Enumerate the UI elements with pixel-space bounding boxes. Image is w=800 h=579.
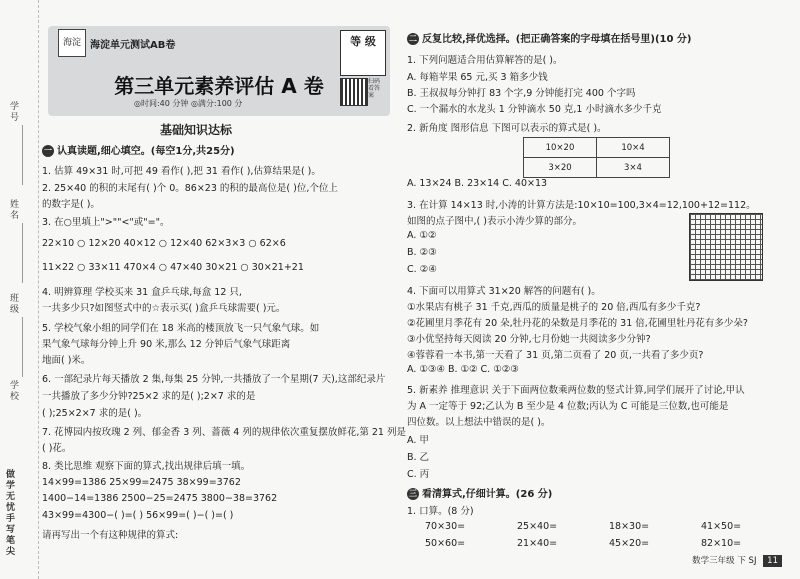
question-line: 地面( )米。	[42, 355, 91, 366]
binding-label-name: 姓名	[10, 200, 20, 221]
binding-line	[22, 317, 23, 377]
oral-item: 18×30=	[609, 521, 650, 532]
question-line: 2. 25×40 的积的末尾有( )个 0。86×23 的积的最高位是( )位,个位上	[42, 183, 338, 194]
binding-line	[22, 125, 23, 185]
option-line: ①水果店有桃子 31 千克,西瓜的质量是桃子的 20 倍,西瓜有多少千克?	[407, 302, 701, 313]
right-column	[405, 0, 790, 579]
part-two-title: 反复比较,择优选择。(把正确答案的字母填在括号里)(10 分)	[422, 34, 692, 45]
page-title: 第三单元素养评估 A 卷	[114, 74, 324, 98]
option-line: B. 乙	[407, 452, 430, 463]
table-cell: 3×20	[524, 158, 597, 178]
question-line: 1. 下列问题适合用估算解答的是( )。	[407, 55, 563, 66]
qr-caption: 扫码看答案	[368, 78, 381, 99]
part-three-heading	[407, 485, 552, 500]
footer-text: 数学三年级 下 SJ	[692, 556, 757, 566]
option-line: A. 甲	[407, 435, 429, 446]
qr-code-icon	[340, 78, 368, 106]
question-line: 5. 学校气象小组的同学们在 18 米高的楼顶放飞一只气象气球。如	[42, 323, 320, 334]
question-line: 2. 新角度 图形信息 下图可以表示的算式是( )。	[407, 123, 607, 134]
oral-item: 45×20=	[609, 538, 650, 549]
oral-item: 82×10=	[701, 538, 742, 549]
binding-label-id: 学号	[10, 102, 20, 123]
option-line: A. ①②	[407, 230, 437, 241]
question-line: 一共播放了多少分钟?25×2 求的是( );2×7 求的是	[42, 391, 256, 402]
part-three-title: 看清算式,仔细计算。(26 分)	[422, 489, 553, 500]
question-line: 果气象气球每分钟上升 90 米,那么 12 分钟后气象气球距离	[42, 339, 291, 350]
area-table	[523, 137, 670, 178]
option-line: C. ②④	[407, 264, 437, 275]
question-line: 一共多少只?如图竖式中的☆表示买( )盒乒乓球需要( )元。	[42, 303, 286, 314]
question-line: 5. 新素养 推理意识 关于下面两位数乘两位数的竖式计算,同学们展开了讨论,甲认	[407, 385, 745, 396]
option-line: C. 一个漏水的水龙头 1 分钟滴水 50 克,1 小时滴水多少千克	[407, 104, 662, 115]
pattern-row: 14×99=1386 25×99=2475 38×99=3762	[42, 477, 241, 488]
grade-box	[340, 30, 386, 76]
table-cell: 10×4	[597, 138, 670, 158]
question-line: 四位数。以上想法中错误的是( )。	[407, 417, 551, 428]
page-footer	[692, 554, 782, 567]
question-line: 7. 花博园内按玫瑰 2 列、郁金香 3 列、蔷薇 4 列的规律依次重复摆放鲜花,第 21 列是	[42, 427, 406, 438]
option-line: ④蓉蓉看一本书,第一天看了 31 页,第二页看了 20 页,一共看了多少页?	[407, 350, 704, 361]
section-title: 基础知识达标	[160, 123, 233, 137]
option-line: B. 王叔叔每分钟打 83 个字,9 分钟能打完 400 个字吗	[407, 88, 636, 99]
dot-grid-figure	[689, 213, 763, 281]
option-line: ②花圃里月季花有 20 朵,牡丹花的朵数是月季花的 31 倍,花圃里牡丹花有多少朵?	[407, 318, 748, 329]
binding-line	[22, 223, 23, 283]
oral-item: 50×60=	[425, 538, 466, 549]
table-row	[524, 158, 670, 178]
question-line: 3. 在○里填上">""<"或"="。	[42, 217, 170, 228]
oral-item: 25×40=	[517, 521, 558, 532]
question-line: 4. 下面可以用算式 31×20 解答的问题有( )。	[407, 286, 601, 297]
question-line: 4. 明辨算理 学校买来 31 盒乒乓球,每盒 12 只,	[42, 287, 242, 298]
option-line: A. 每箱苹果 65 元,买 3 箱多少钱	[407, 72, 548, 83]
table-cell: 3×4	[597, 158, 670, 178]
question-line: 3. 在计算 14×13 时,小涛的计算方法是:10×10=100,3×4=12,100+12=112。	[407, 200, 756, 211]
question-line: 为 A 一定等于 92;乙认为 B 至少是 4 位数;丙认为 C 可能是三位数,也可能是	[407, 401, 729, 412]
school-logo: 海淀	[58, 29, 86, 57]
option-line: C. 丙	[407, 469, 430, 480]
binding-motto: 做学无忧 手写笔尖	[6, 470, 16, 557]
question-line: 8. 类比思维 观察下面的算式,找出规律后填一填。	[42, 461, 251, 472]
grade-label: 等 级	[350, 35, 376, 48]
question-line: 1. 估算 49×31 时,可把 49 看作( ),把 31 看作( ),估算结果是( )。	[42, 166, 321, 177]
table-cell: 10×20	[524, 138, 597, 158]
page-number: 11	[763, 555, 782, 567]
part-number-icon: 三	[409, 489, 417, 498]
table-row	[524, 138, 670, 158]
exam-meta: ◎时间:40 分钟 ◎满分:100 分	[134, 99, 243, 108]
question-line: ( )花。	[42, 443, 72, 454]
binding-label-class: 班级	[10, 294, 20, 315]
binding-label-school: 学校	[10, 381, 20, 402]
question-line: ( );25×2×7 求的是( )。	[42, 408, 148, 419]
subsection-title: 1. 口算。(8 分)	[407, 506, 474, 517]
oral-item: 70×30=	[425, 521, 466, 532]
left-column	[40, 0, 406, 579]
option-line: A. ①③④ B. ①② C. ①②③	[407, 364, 519, 375]
part-two-heading	[407, 30, 691, 45]
question-line: 的数字是( )。	[42, 199, 100, 210]
question-line: 6. 一部纪录片每天播放 2 集,每集 25 分钟,一共播放了一个星期(7 天),这部纪录片	[42, 374, 386, 385]
pattern-row: 1400−14=1386 2500−25=2475 3800−38=3762	[42, 493, 278, 504]
option-line: ③小优坚持每天阅读 20 分钟,七月份她一共阅读多少分钟?	[407, 334, 651, 345]
option-line: A. 13×24 B. 23×14 C. 40×13	[407, 178, 548, 189]
brand-name: 海淀单元测试AB卷	[90, 40, 176, 51]
part-one-title: 认真读题,细心填空。(每空1分,共25分)	[57, 146, 235, 157]
question-line: 请再写出一个有这种规律的算式:	[42, 530, 179, 541]
part-number-icon: 二	[409, 34, 417, 43]
question-line: 如图的点子图中,( )表示小涛少算的部分。	[407, 216, 582, 227]
part-one-heading	[42, 142, 235, 157]
comparison-row: 22×10 ○ 12×20 40×12 ○ 12×40 62×3×3 ○ 62×6	[42, 238, 286, 249]
title-banner	[48, 26, 390, 116]
oral-item: 21×40=	[517, 538, 558, 549]
binding-strip	[0, 0, 39, 579]
pattern-row: 43×99=4300−( )=( ) 56×99=( )−( )=( )	[42, 510, 234, 521]
comparison-row: 11×22 ○ 33×11 470×4 ○ 47×40 30×21 ○ 30×21+21	[42, 262, 304, 273]
option-line: B. ②③	[407, 247, 437, 258]
part-number-icon: 一	[44, 146, 52, 155]
oral-item: 41×50=	[701, 521, 742, 532]
